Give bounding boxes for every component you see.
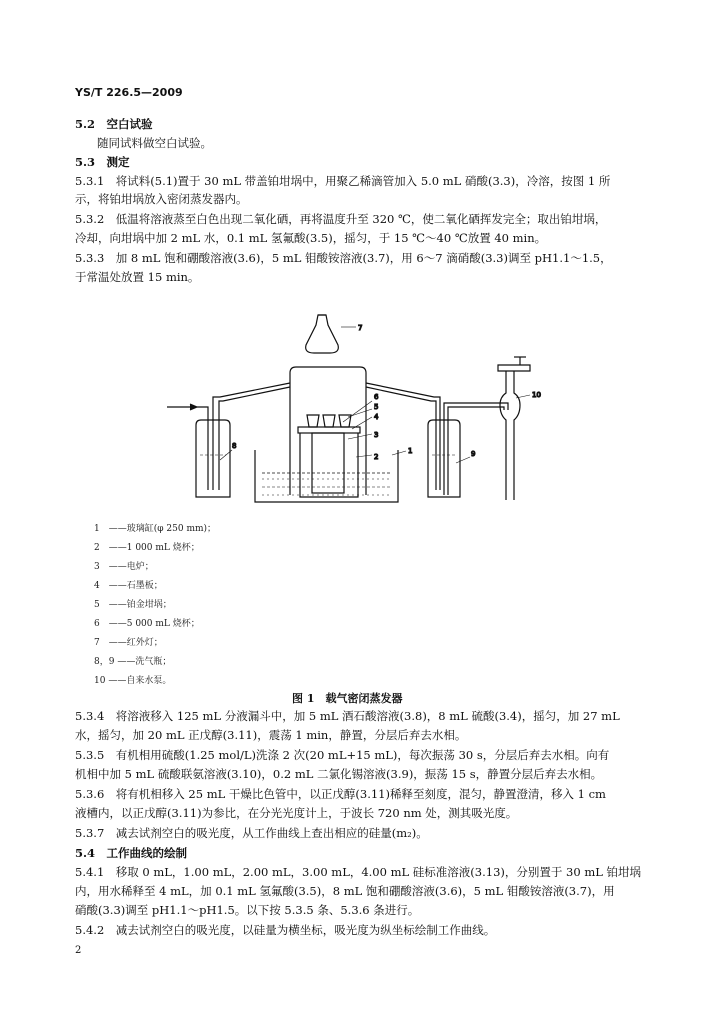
figure-caption: 图 1 载气密闭蒸发器 [292, 692, 403, 705]
figure-label-8: 8 [232, 442, 237, 450]
glass-cover [290, 367, 366, 495]
figure-label-2: 2 [374, 453, 379, 461]
clause-5-3-3-line1: 5.3.3 加 8 mL 饱和硼酸溶液(3.6)，5 mL 钼酸铵溶液(3.7)，用 6～7 滴硝酸(3.3)调至 pH1.1～1.5， [75, 251, 612, 265]
clause-5-3-4-line2: 水，摇匀，加 20 mL 正戊醇(3.11)，震荡 1 min，静置，分层后弃去水相。 [75, 728, 467, 742]
legend-item: 6 ——5 000 mL 烧杯； [94, 619, 200, 629]
infrared-lamp [306, 315, 339, 353]
figure-label-7: 7 [358, 324, 363, 332]
clause-5-3-6-line2: 液槽内，以正戊醇(3.11)为参比，在分光光度计上，于波长 720 nm 处，测其吸光度。 [75, 806, 518, 820]
water-pump [498, 357, 530, 500]
figure-label-5: 5 [374, 403, 379, 411]
page-number: 2 [75, 945, 82, 956]
legend-item: 10 ——自来水泵。 [94, 676, 172, 686]
clause-5-4-1-line3: 硝酸(3.3)调至 pH1.1～pH1.5。以下按 5.3.5 条、5.3.6 条进行。 [75, 903, 420, 917]
clause-5-4-2: 5.4.2 减去试剂空白的吸光度，以硅量为横坐标，吸光度为纵坐标绘制工作曲线。 [75, 923, 496, 937]
apparatus-figure [0, 305, 704, 515]
clause-5-3-3-line2: 于常温处放置 15 min。 [75, 270, 200, 284]
figure-label-1: 1 [408, 447, 413, 455]
clause-5-4-1-line2: 内，用水稀释至 4 mL，加 0.1 mL 氢氟酸(3.5)，8 mL 饱和硼酸溶液(3.6)，5 mL 钼酸铵溶液(3.7)，用 [75, 884, 615, 898]
legend-item: 8，9 ——洗气瓶； [94, 657, 172, 667]
clause-5-3-5-line2: 机相中加 5 mL 硫酸联氨溶液(3.10)，0.2 mL 二氯化锡溶液(3.9)，振荡 15 s，静置分层后弃去水相。 [75, 767, 603, 781]
clause-5-3-1-line2: 示，将铂坩埚放入密闭蒸发器内。 [75, 192, 248, 206]
standard-number: YS/T 226.5—2009 [75, 86, 183, 99]
clause-5-3-6-line1: 5.3.6 将有机相移入 25 mL 干燥比色管中，以正戊醇(3.11)稀释至刻度，混匀，静置澄清，移入 1 cm [75, 787, 606, 801]
figure-label-4: 4 [374, 413, 379, 421]
graphite-plate-and-heater [298, 427, 360, 493]
figure-label-3: 3 [374, 431, 379, 439]
section-5-2-title: 5.2 空白试验 [75, 117, 153, 131]
legend-item: 2 ——1 000 mL 烧杯； [94, 543, 200, 553]
legend-item: 5 ——铂金坩埚； [94, 600, 172, 610]
clause-5-3-4-line1: 5.3.4 将溶液移入 125 mL 分液漏斗中，加 5 mL 酒石酸溶液(3.8)，8 mL 硫酸(3.4)，摇匀，加 27 mL [75, 709, 620, 723]
legend-item: 4 ——石墨板； [94, 581, 163, 591]
section-5-4-title: 5.4 工作曲线的绘制 [75, 846, 188, 860]
legend-item: 7 ——红外灯； [94, 638, 163, 648]
clause-5-3-5-line1: 5.3.5 有机相用硫酸(1.25 mol/L)洗涤 2 次(20 mL+15 mL)，每次振荡 30 s，分层后弃去水相。向有 [75, 748, 610, 762]
figure-label-9: 9 [471, 450, 476, 458]
figure-label-10: 10 [532, 391, 541, 399]
clause-5-3-1-line1: 5.3.1 将试料(5.1)置于 30 mL 带盖铂坩埚中，用聚乙稀滴管加入 5.0 mL 硝酸(3.3)，冷溶，按图 1 所 [75, 174, 611, 188]
clause-5-4-1-line1: 5.4.1 移取 0 mL，1.00 mL，2.00 mL，3.00 mL，4.00 mL 硅标准溶液(3.13)，分别置于 30 mL 铂坩埚 [75, 865, 642, 879]
legend-item: 1 ——玻璃缸(φ 250 mm)； [94, 524, 217, 534]
gas-tubes [167, 383, 508, 495]
section-5-3-title: 5.3 测定 [75, 155, 130, 169]
inner-beaker [300, 433, 358, 497]
figure-label-6: 6 [374, 393, 379, 401]
section-5-2-text: 随同试料做空白试验。 [97, 136, 212, 150]
clause-5-3-2-line1: 5.3.2 低温将溶液蒸至白色出现二氧化硒，再将温度升至 320 ℃，使二氧化硒挥发完全；取出铂坩埚， [75, 212, 607, 226]
clause-5-3-2-line2: 冷却，向坩埚中加 2 mL 水，0.1 mL 氢氟酸(3.5)，摇匀，于 15 ℃～40 ℃放置 40 min。 [75, 231, 547, 245]
clause-5-3-7: 5.3.7 减去试剂空白的吸光度，从工作曲线上查出相应的硅量(m₂)。 [75, 826, 428, 840]
legend-item: 3 ——电炉； [94, 562, 154, 572]
